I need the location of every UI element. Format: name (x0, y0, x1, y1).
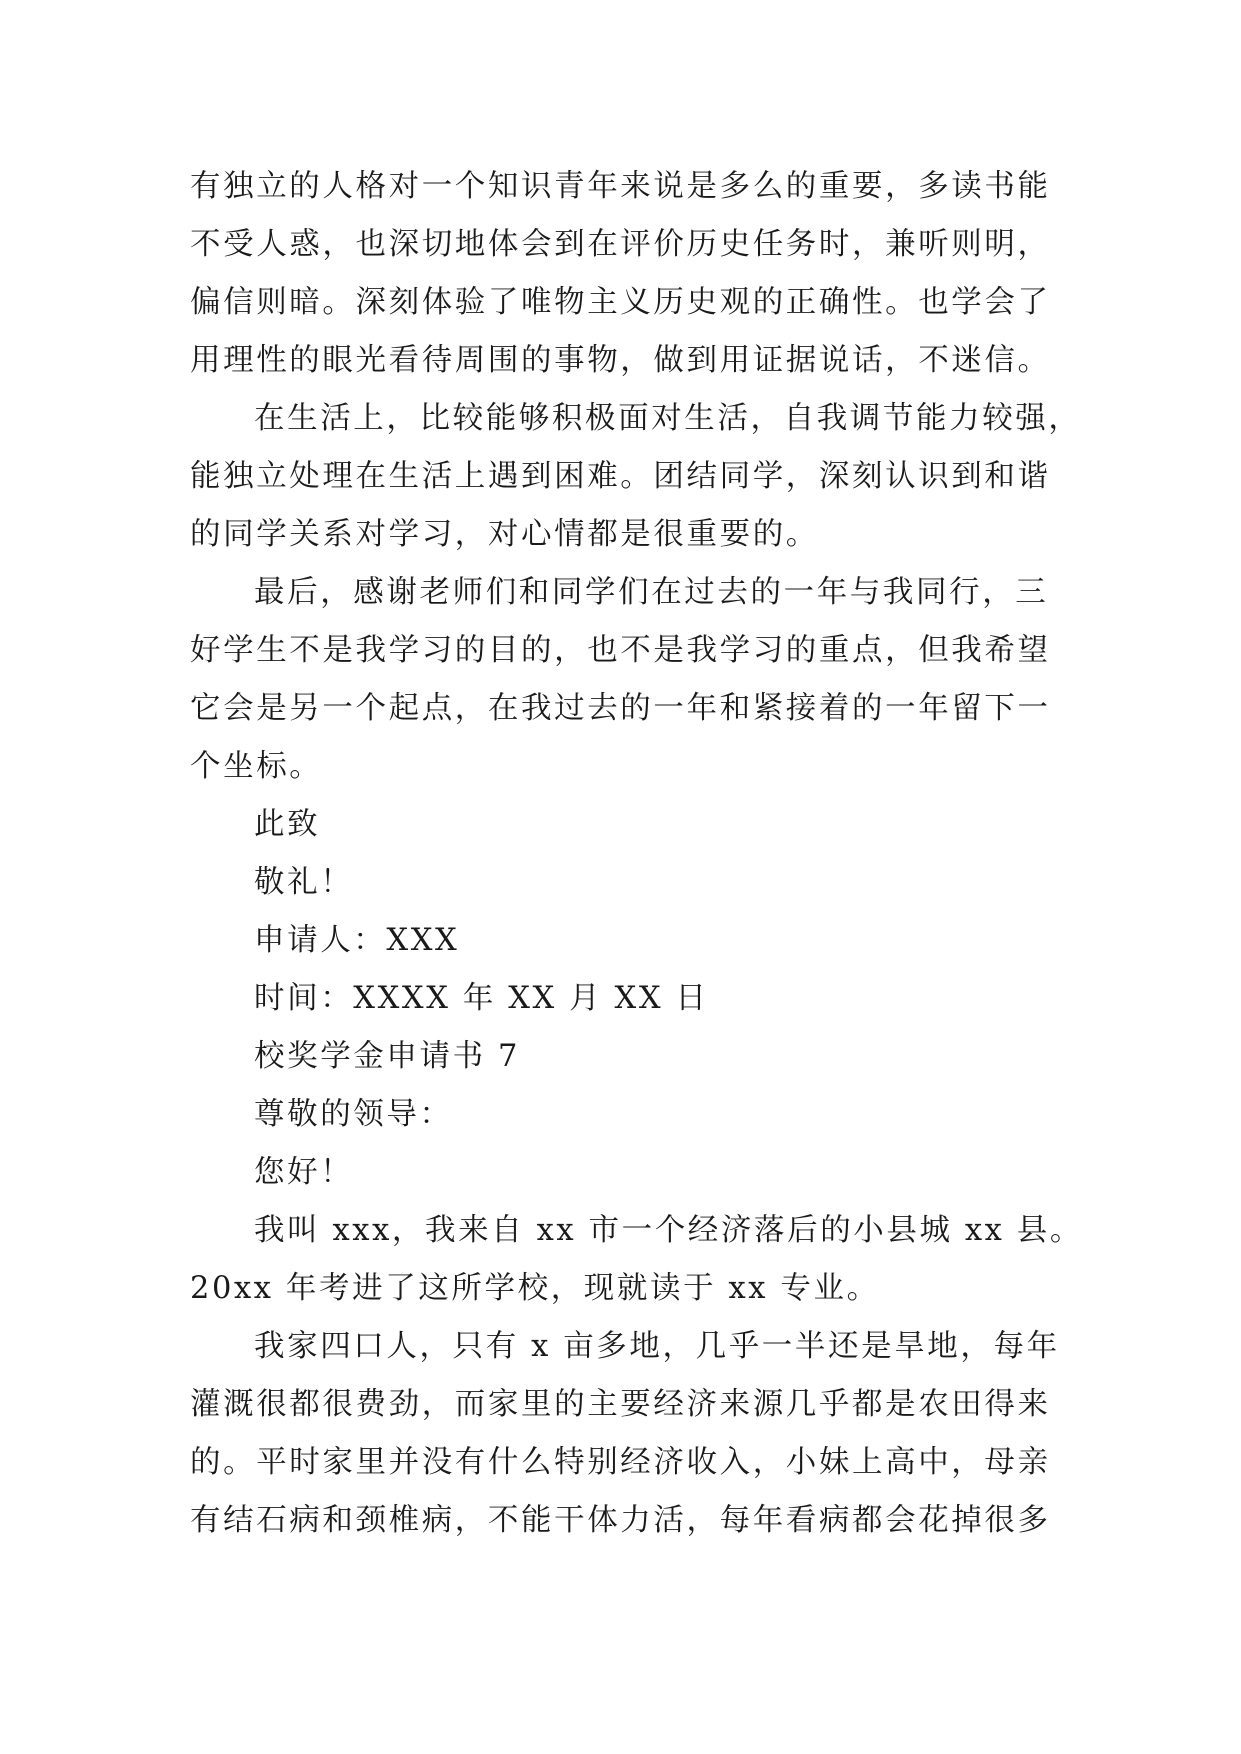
greeting-line: 尊敬的领导： (254, 1097, 453, 1132)
text-line: 有独立的人格对一个知识青年来说是多么的重要，多读书能 (190, 169, 1051, 204)
text-line: 20xx 年考进了这所学校，现就读于 xx 专业。 (190, 1271, 880, 1306)
paragraph-first-line: 在生活上，比较能够积极面对生活，自我调节能力较强， (254, 401, 1082, 436)
text-line: 用理性的眼光看待周围的事物，做到用证据说话，不迷信。 (190, 343, 1051, 378)
text-line: 的同学关系对学习，对心情都是很重要的。 (190, 517, 819, 552)
paragraph-first-line: 我叫 xxx，我来自 xx 市一个经济落后的小县城 xx 县。 (254, 1213, 1083, 1248)
text-line: 不受人惑，也深切地体会到在评价历史任务时，兼听则明， (190, 227, 1051, 262)
applicant-line: 申请人：XXX (254, 923, 460, 958)
closing-salutation: 此致 (254, 807, 321, 842)
paragraph-first-line: 最后，感谢老师们和同学们在过去的一年与我同行，三 (254, 575, 1049, 610)
text-line: 偏信则暗。深刻体验了唯物主义历史观的正确性。也学会了 (190, 285, 1051, 320)
text-line: 有结石病和颈椎病，不能干体力活，每年看病都会花掉很多 (190, 1503, 1051, 1538)
text-line: 能独立处理在生活上遇到困难。团结同学，深刻认识到和谐 (190, 459, 1051, 494)
paragraph-first-line: 我家四口人，只有 x 亩多地，几乎一半还是旱地，每年 (254, 1329, 1060, 1364)
text-line: 灌溉很都很费劲，而家里的主要经济来源几乎都是农田得来 (190, 1387, 1051, 1422)
greeting-line: 您好！ (254, 1155, 354, 1190)
text-line: 好学生不是我学习的目的，也不是我学习的重点，但我希望 (190, 633, 1051, 668)
date-line: 时间：XXXX 年 XX 月 XX 日 (254, 981, 709, 1016)
section-title: 校奖学金申请书 7 (254, 1039, 520, 1074)
document-body (190, 158, 1083, 1550)
text-line: 的。平时家里并没有什么特别经济收入，小妹上高中，母亲 (190, 1445, 1051, 1480)
text-line: 它会是另一个起点，在我过去的一年和紧接着的一年留下一 (190, 691, 1051, 726)
text-line: 个坐标。 (190, 749, 323, 784)
closing-regards: 敬礼！ (254, 865, 354, 900)
